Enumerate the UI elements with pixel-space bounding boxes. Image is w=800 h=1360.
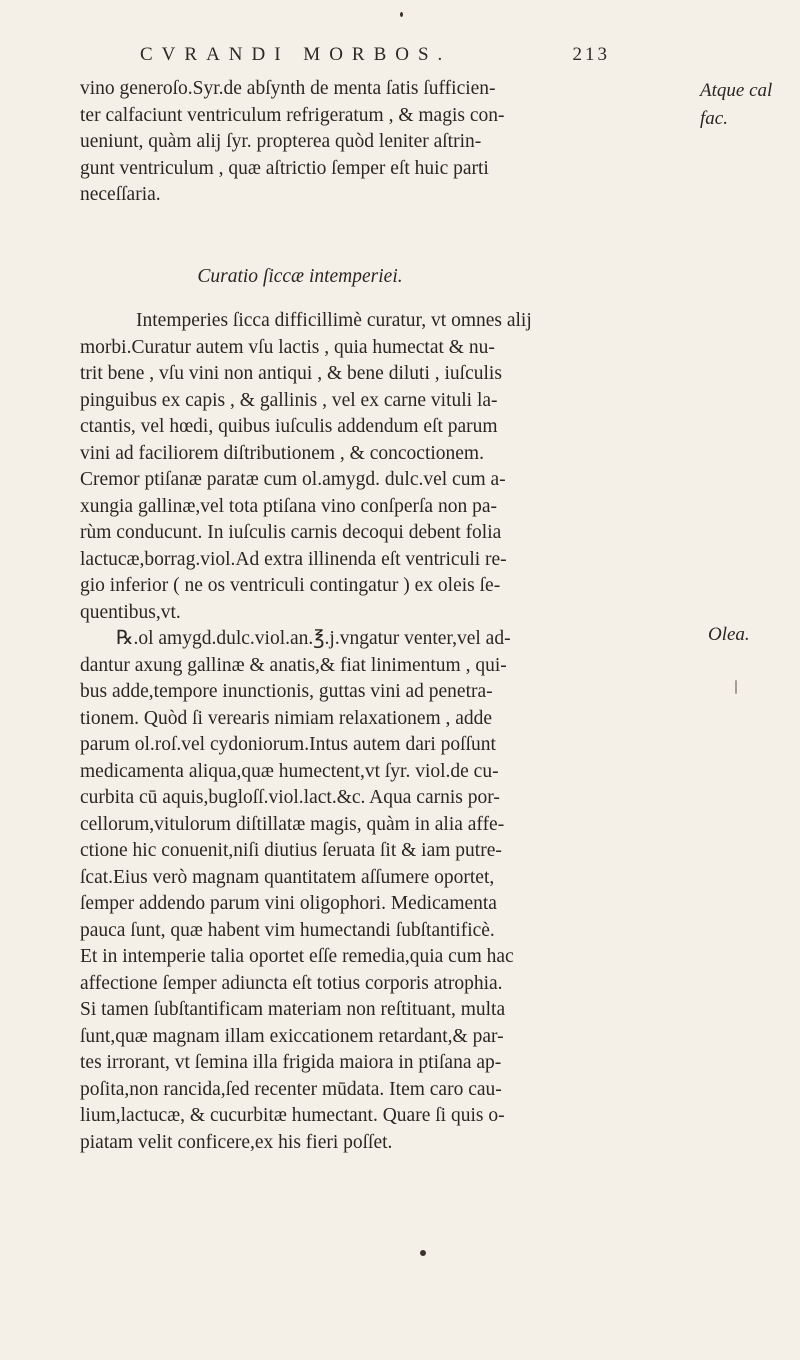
margin-note-olea: Olea. bbox=[708, 624, 750, 645]
text-line: lactucæ,borrag.viol.Ad extra illinenda eſt ventriculi re- bbox=[80, 548, 507, 570]
page-number: 213 bbox=[572, 44, 610, 65]
text-line: cellorum,vitulorum diſtillatæ magis, quàm in alia affe- bbox=[80, 813, 505, 835]
ink-speck bbox=[420, 1250, 426, 1256]
text-line: ſemper addendo parum vini oligophori. Medicamenta bbox=[80, 893, 497, 914]
text-line: lium,lactucæ, & cucurbitæ humectant. Quare ſi quis o- bbox=[80, 1105, 505, 1126]
ink-speck bbox=[735, 680, 737, 694]
text-line: piatam velit conficere,ex his fieri poſſet. bbox=[80, 1131, 393, 1153]
page-header bbox=[140, 34, 610, 74]
paragraph-main bbox=[80, 308, 710, 1156]
text-line: gio inferior ( ne os ventriculi contingatur ) ex oleis ſe- bbox=[80, 575, 501, 596]
text-line: affectione ſemper adiuncta eſt totius corporis atrophia. bbox=[80, 972, 503, 994]
text-line: vino generoſo.Syr.de abſynth de menta ſatis ſufficien- bbox=[80, 78, 496, 99]
margin-note-atque-cal: Atque cal bbox=[700, 80, 773, 101]
margin-note-fac: fac. bbox=[700, 108, 728, 129]
text-line: ter calfaciunt ventriculum refrigeratum , & magis con- bbox=[80, 104, 505, 126]
text-line: poſita,non rancida,ſed recenter mūdata. Item caro cau- bbox=[80, 1078, 502, 1100]
text-line: Et in intemperie talia oportet eſſe remedia,quia cum hac bbox=[80, 946, 514, 967]
text-line: ctantis, vel hœdi, quibus iuſculis addendum eſt parum bbox=[80, 416, 498, 437]
text-line: ctione hic conuenit,niſi diutius ſeruata ſit & iam putre- bbox=[80, 840, 502, 861]
paragraph-opening bbox=[80, 76, 700, 209]
text-line: trit bene , vſu vini non antiqui , & bene diluti , iuſculis bbox=[80, 363, 502, 384]
text-line: vini ad faciliorem diſtributionem , & concoctionem. bbox=[80, 442, 484, 464]
text-line: ſcat.Eius verò magnam quantitatem aſſumere oportet, bbox=[80, 866, 495, 888]
text-line: curbita cū aquis,bugloſſ.viol.lact.&c. Aqua carnis por- bbox=[80, 787, 500, 808]
section-heading: Curatio ſiccæ intemperiei. bbox=[197, 266, 403, 287]
text-line: dantur axung gallinæ & anatis,& fiat linimentum , qui- bbox=[80, 654, 507, 676]
running-head: CVRANDI MORBOS. bbox=[140, 44, 452, 65]
text-line: bus adde,tempore inunctionis, guttas vini ad penetra- bbox=[80, 681, 493, 702]
text-line: tes irrorant, vt ſemina illa frigida maiora in ptiſana ap- bbox=[80, 1052, 502, 1073]
text-line: gunt ventriculum , quæ aſtrictio ſemper eſt huic parti bbox=[80, 157, 489, 179]
text-line: pinguibus ex capis , & gallinis , vel ex carne vituli la- bbox=[80, 389, 498, 411]
text-line: parum ol.roſ.vel cydoniorum.Intus autem dari poſſunt bbox=[80, 734, 496, 755]
text-line: Intemperies ſicca difficillimè curatur, vt omnes alij bbox=[136, 310, 532, 331]
text-line: neceſſaria. bbox=[80, 184, 161, 205]
text-line: xungia gallinæ,vel tota ptiſana vino conſperſa non pa- bbox=[80, 495, 497, 517]
text-line: rùm conducunt. In iuſculis carnis decoqui debent folia bbox=[80, 522, 502, 543]
ink-speck bbox=[400, 12, 403, 17]
text-line: medicamenta aliqua,quæ humectent,vt ſyr. viol.de cu- bbox=[80, 760, 499, 782]
text-line: pauca ſunt, quæ habent vim humectandi ſubſtantificè. bbox=[80, 919, 495, 941]
text-line: ſunt,quæ magnam illam exiccationem retardant,& par- bbox=[80, 1025, 504, 1047]
text-line: morbi.Curatur autem vſu lactis , quia humectat & nu- bbox=[80, 336, 495, 358]
text-line: Si tamen ſubſtantificam materiam non reſtituant, multa bbox=[80, 999, 506, 1020]
text-line: ℞.ol amygd.dulc.viol.an.℥.j.vngatur venter,vel ad- bbox=[116, 628, 511, 649]
text-line: ueniunt, quàm alij ſyr. propterea quòd leniter aſtrin- bbox=[80, 131, 482, 152]
text-line: tionem. Quòd ſi verearis nimiam relaxationem , adde bbox=[80, 707, 493, 729]
text-line: quentibus,vt. bbox=[80, 601, 181, 623]
text-line: Cremor ptiſanæ paratæ cum ol.amygd. dulc.vel cum a- bbox=[80, 469, 506, 490]
